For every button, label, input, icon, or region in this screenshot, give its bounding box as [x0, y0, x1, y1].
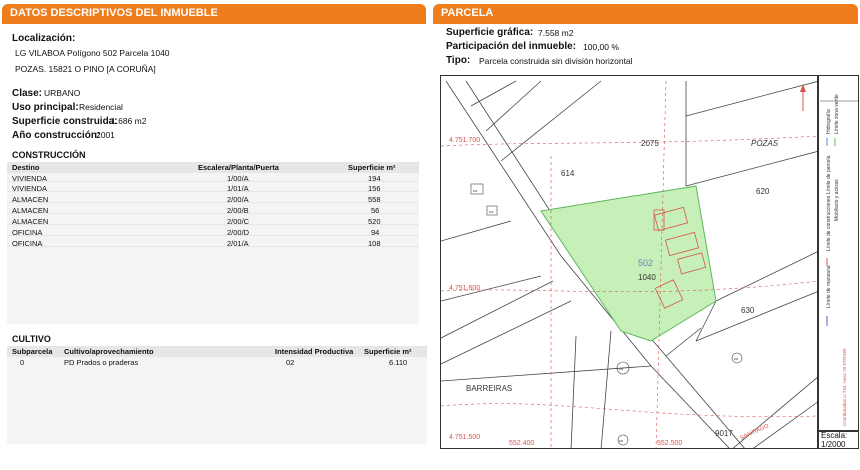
superficie-grafica-label: Superficie gráfica: [446, 27, 534, 38]
col-escalera: Escalera/Planta/Puerta [198, 163, 279, 172]
tipo-value: Parcela construida sin división horizontal [479, 56, 633, 66]
participacion-label: Participación del inmueble: [446, 41, 577, 52]
table-row [7, 216, 419, 225]
row-escalera: 2/00/A [227, 195, 249, 204]
row-superficie: 108 [368, 239, 381, 248]
map-label-502: 502 [638, 258, 654, 268]
row-escalera: 2/00/C [227, 217, 250, 226]
legend-limite-construcciones: Límite de construcciones [826, 195, 832, 251]
row-escalera: 2/01/A [227, 239, 249, 248]
localizacion-line1: LG VILABOA Polígono 502 Parcela 1040 [15, 48, 170, 58]
row-superficie: 94 [371, 228, 380, 237]
legend-hidrografia: Hidrografía [826, 109, 832, 134]
table-row [7, 227, 419, 236]
map-label-1040: 1040 [638, 273, 656, 282]
boundary-ne-2 [686, 151, 818, 186]
row-destino: VIVIENDA [12, 174, 48, 183]
coord-y2: 4.751.600 [449, 285, 481, 292]
scale-value: 1/2000 [821, 439, 846, 449]
clase-value: URBANO [44, 88, 81, 98]
map-label-620: 620 [756, 187, 770, 196]
legend-coordenadas: Coordenadas U.T.M. Huso 29 ETRS89 [842, 348, 847, 426]
scale-label: Escala: [821, 431, 848, 440]
boundary-se-3 [666, 328, 701, 356]
row-destino: OFICINA [12, 239, 43, 248]
row-escalera: 1/00/A [227, 174, 249, 183]
row-cultivo-superficie: 6.110 [389, 358, 408, 367]
row-escalera: 1/01/A [227, 184, 249, 193]
superficie-construida-value: 1.686 m2 [111, 116, 147, 126]
construccion-table-header [7, 162, 419, 173]
boundary-nw-1 [471, 81, 516, 106]
row-superficie: 194 [368, 174, 381, 183]
header-underline [433, 23, 858, 24]
map-label-614: 614 [561, 169, 575, 178]
co-label-3: co [734, 356, 739, 361]
boundary-sw-2 [601, 331, 611, 449]
co-label-1: co [473, 188, 478, 193]
row-destino: ALMACEN [12, 217, 49, 226]
legend-mobiliario: Mobiliario y aceras [834, 179, 840, 221]
legend-limite-manzana: Límite de manzana [826, 265, 832, 308]
map-legend [818, 75, 859, 431]
boundary-w-4 [441, 301, 571, 364]
co-label-5: co [619, 438, 624, 443]
co-label-4: co [619, 366, 624, 371]
superficie-construida-label: Superficie construida: [12, 116, 118, 127]
uso-label: Uso principal: [12, 102, 79, 113]
tipo-label: Tipo: [446, 55, 471, 66]
header-underline [2, 23, 426, 24]
coord-y1: 4.751.700 [449, 137, 481, 144]
construccion-title: CONSTRUCCIÓN [12, 150, 86, 160]
row-destino: OFICINA [12, 228, 43, 237]
coord-y3: 4.751.500 [449, 434, 481, 441]
legend-limite-parcela: Límite de parcela [826, 155, 832, 194]
col-destino: Destino [12, 163, 40, 172]
cadastral-map [440, 75, 818, 449]
row-escalera: 2/00/B [227, 206, 249, 215]
anio-label: Año construcción: [12, 130, 101, 141]
row-destino: ALMACEN [12, 206, 49, 215]
map-label-2075: 2075 [641, 139, 659, 148]
localizacion-line2: POZAS. 15821 O PINO [A CORUÑA] [15, 64, 156, 74]
row-destino: VIVIENDA [12, 184, 48, 193]
row-superficie: 56 [371, 206, 380, 215]
coord-x2: 552.500 [657, 440, 683, 447]
clase-label: Clase: [12, 88, 43, 99]
row-escalera: 2/00/D [227, 228, 250, 237]
uso-value: Residencial [79, 102, 123, 112]
row-cultivo: PD Prados o praderas [64, 358, 139, 367]
map-scale [818, 431, 859, 449]
superficie-grafica-value: 7.558 m2 [538, 28, 574, 38]
row-intensidad: 02 [286, 358, 295, 367]
section-header-parcela: PARCELA [433, 4, 858, 23]
col-intensidad: Intensidad Productiva [275, 347, 354, 356]
col-superficie: Superficie m² [348, 163, 396, 172]
localizacion-label: Localización: [12, 33, 76, 44]
north-arrow-icon [800, 84, 806, 111]
map-label-9017: 9017 [715, 429, 733, 438]
row-superficie: 520 [368, 217, 381, 226]
cultivo-table-header [7, 346, 427, 357]
map-label-pozas: POZAS [751, 139, 779, 148]
table-row [7, 183, 419, 192]
table-row [7, 194, 419, 203]
map-label-santiago: SANTIAGO [739, 423, 770, 442]
map-label-630: 630 [741, 306, 755, 315]
participacion-value: 100,00 % [583, 42, 619, 52]
col-subparcela: Subparcela [12, 347, 53, 356]
row-superficie: 156 [368, 184, 381, 193]
boundary-ne-1 [686, 81, 818, 116]
boundary-sw-1 [571, 336, 576, 449]
anio-value: 2001 [96, 130, 115, 140]
map-label-barreiras: BARREIRAS [466, 384, 513, 393]
row-destino: ALMACEN [12, 195, 49, 204]
grid-line-y3 [441, 404, 818, 417]
table-row [7, 205, 419, 214]
co-label-2: co [489, 209, 494, 214]
table-row [7, 173, 419, 182]
boundary-nw-3 [501, 81, 601, 161]
boundary-nw-2 [486, 81, 541, 131]
table-row [7, 357, 427, 366]
col-cultivo: Cultivo/aprovechamiento [64, 347, 154, 356]
coord-x1: 552.400 [509, 440, 535, 447]
table-row [7, 238, 419, 247]
cultivo-title: CULTIVO [12, 334, 51, 344]
row-superficie: 558 [368, 195, 381, 204]
section-header-datos: DATOS DESCRIPTIVOS DEL INMUEBLE [2, 4, 426, 23]
boundary-e-1 [716, 251, 818, 301]
legend-limite-zona-verde: Límite zona verde [834, 94, 840, 134]
boundary-w-1 [441, 221, 511, 241]
row-subparcela: 0 [20, 358, 25, 367]
col-cultivo-superficie: Superficie m² [364, 347, 412, 356]
